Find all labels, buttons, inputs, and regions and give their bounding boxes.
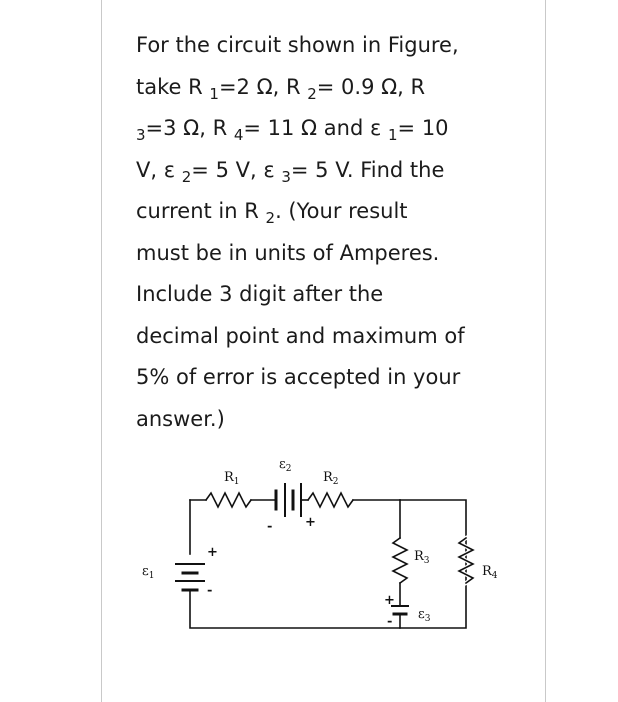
- polarity-e3-minus: -: [387, 614, 393, 629]
- resistor-r2: [308, 493, 353, 507]
- resistor-r3: [393, 538, 407, 583]
- question-line-3: $_3$=3 Ω, R $_4$= 11 Ω and ε $_1$= 10: [136, 116, 449, 144]
- label-r3: $R_3$: [414, 549, 430, 566]
- polarity-e1-plus: +: [207, 545, 218, 560]
- polarity-e2-minus: -: [267, 519, 273, 534]
- question-text: [136, 25, 536, 440]
- label-r1: $R_1$: [224, 470, 240, 487]
- polarity-e1-minus: -: [207, 583, 213, 598]
- label-r4: $R_4$: [482, 564, 498, 581]
- question-line-5: current in R $_2$. (Your result: [136, 199, 408, 227]
- question-line-8: decimal point and maximum of: [136, 323, 465, 348]
- label-e2: $\varepsilon_2$: [279, 457, 292, 474]
- circuit-diagram: [128, 444, 508, 654]
- question-line-2: take R $_1$=2 Ω, R $_2$= 0.9 Ω, R: [136, 74, 426, 103]
- question-line-10: answer.): [136, 406, 225, 431]
- resistor-r1: [206, 493, 251, 507]
- question-card: [101, 0, 546, 702]
- label-e1: $\varepsilon_1$: [142, 564, 155, 581]
- question-line-9: 5% of error is accepted in your: [136, 365, 461, 389]
- polarity-e3-plus: +: [384, 593, 395, 608]
- question-line-6: must be in units of Amperes.: [136, 240, 440, 265]
- label-e3: $\varepsilon_3$: [418, 607, 431, 624]
- question-line-7: Include 3 digit after the: [136, 282, 384, 306]
- question-line-1: For the circuit shown in Figure,: [136, 33, 459, 57]
- question-line-4: V, ε $_2$= 5 V, ε $_3$= 5 V. Find the: [136, 157, 445, 186]
- polarity-e2-plus: +: [305, 515, 316, 530]
- label-r2: $R_2$: [323, 470, 339, 487]
